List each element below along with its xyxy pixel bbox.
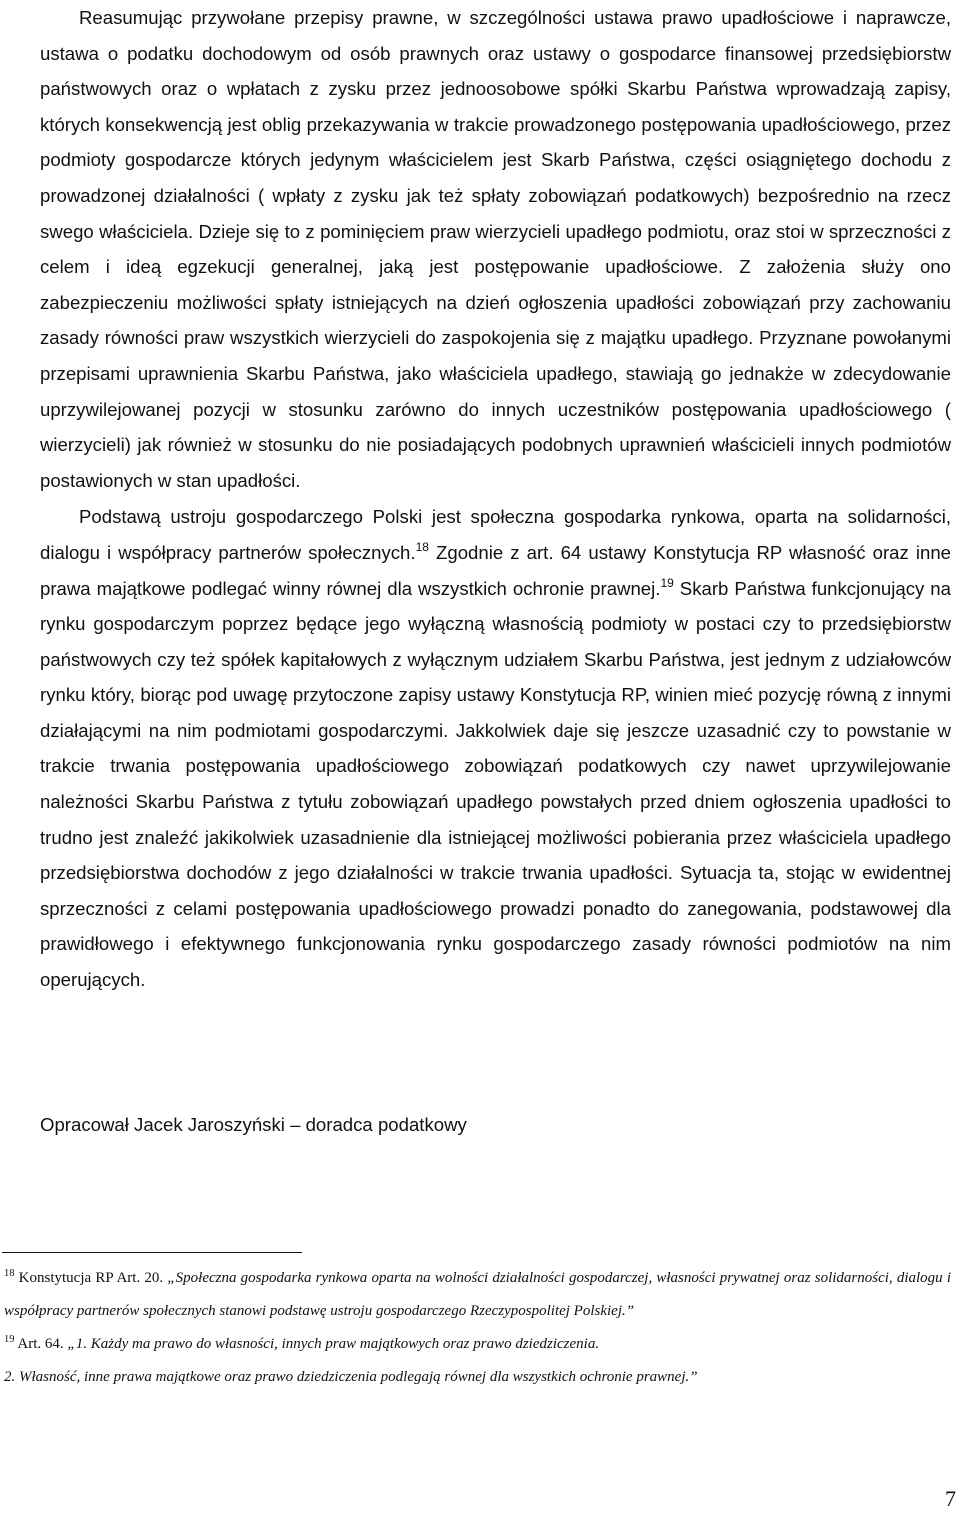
paragraph-constitution-part2: Zgodnie z art. 64 ustawy Konstytucja RP własność oraz inne prawa majątkowe podlegać winny równej dla wszystkich ochronie prawnej. — [40, 541, 951, 599]
footnote-separator — [2, 1252, 302, 1253]
footnote-19-label: Art. 64. — [14, 1336, 68, 1352]
document-body — [40, 0, 951, 998]
footnote-18-label: Konstytucja RP Art. 20. — [14, 1270, 168, 1286]
paragraph-summary: Reasumując przywołane przepisy prawne, w szczególności ustawa prawo upadłościowe i naprawcze, ustawa o podatku dochodowym od osób prawnych oraz ustawy o gospodarce finansowej przedsiębiorstw państwowych oraz o wpłatach z zysku przez jednoosobowe spółki Skarbu Państwa wprowadzają zapisy, których konsekwencją jest oblig przekazywania w trakcie prowadzonego postępowania upadłościowego, przez podmioty gospodarcze których jedynym właścicielem jest Skarb Państwa, części osiągniętego dochodu z prowadzonej działalności ( wpłaty z zysku jak też spłaty zobowiązań podatkowych) bezpośrednio na rzecz swego właściciela. Dzieje się to z pominięciem praw wierzycieli upadłego podmiotu, oraz stoi w sprzeczności z celem i ideą egzekucji generalnej, jaką jest postępowanie upadłościowe. Z założenia służy ono zabezpieczeniu możliwości spłaty istniejących na dzień ogłoszenia upadłości zobowiązań przy zachowaniu zasady równości praw wszystkich wierzycieli do zaspokojenia się z majątku upadłego. Przyznane powołanymi przepisami uprawnienia Skarbu Państwa, jako właściciela upadłego, stawiają go jednakże w zdecydowanie uprzywilejowanej pozycji w stosunku zarówno do innych uczestników postępowania upadłościowego ( wierzycieli) jak również w stosunku do nie posiadających podobnych uprawnień właścicieli innych podmiotów postawionych w stan upadłości. — [40, 7, 951, 491]
footnote-ref-19[interactable]: 19 — [660, 575, 674, 590]
footnote-ref-18[interactable]: 18 — [415, 539, 429, 554]
footnote-18-quote: „Społeczna gospodarka rynkowa oparta na wolności działalności gospodarczej, własności prywatnej oraz solidarności, dialogu i współpracy partnerów społecznych stanowi podstawę ustroju gospodarczego Rzeczypospolitej Polskiej.” — [4, 1270, 951, 1319]
footnote-19-quote-1: „1. Każdy ma prawo do własności, innych praw majątkowych oraz prawo dziedziczenia. — [67, 1336, 600, 1352]
footnotes — [4, 1262, 951, 1394]
paragraph-constitution-part1: Podstawą ustroju gospodarczego Polski jest społeczna gospodarka rynkowa, oparta na solidarności, dialogu i współpracy partnerów społecznych. — [40, 506, 951, 563]
footnote-number-18: 18 — [4, 1268, 15, 1279]
paragraph-constitution — [40, 499, 951, 997]
footnote-19-quote-2: 2. Własność, inne prawa majątkowe oraz prawo dziedziczenia podlegają równej dla wszystkich ochronie prawnej.” — [4, 1369, 698, 1385]
author-signature: Opracował Jacek Jaroszyński – doradca podatkowy — [40, 1114, 467, 1135]
footnote-number-19: 19 — [4, 1334, 15, 1345]
paragraph-constitution-part3: Skarb Państwa funkcjonujący na rynku gospodarczym poprzez będące jego wyłączną własnością podmioty w postaci czy to przedsiębiorstw państwowych czy też spółek kapitałowych z wyłącznym udziałem Skarbu Państwa, jest jednym z udziałowców rynku który, biorąc pod uwagę przytoczone zapisy ustawy Konstytucja RP, winien mieć pozycję równą z innymi działającymi na nim podmiotami gospodarczymi. Jakkolwiek daje się jeszcze uzasadnić czy to powstanie w trakcie trwania postępowania upadłościowego zobowiązań podatkowych czy nawet uprzywilejowanie należności Skarbu Państwa z tytułu zobowiązań upadłego powstałych przed dniem ogłoszenia upadłości to trudno jest znaleźć jakikolwiek uzasadnienie dla istniejącej możliwości pobierania przez właściciela upadłego przedsiębiorstwa dochodów z jego działalności w trakcie trwania upadłości. Sytuacja ta, stojąc w ewidentnej sprzeczności z celami postępowania upadłościowego prowadzi ponadto do zanegowania, podstawowej dla prawidłowego i efektywnego funkcjonowania rynku gospodarczego zasady równości podmiotów na nim operujących. — [40, 577, 951, 991]
footnote-18 — [4, 1262, 951, 1328]
page-number: 7 — [945, 1486, 956, 1511]
footnote-19 — [4, 1328, 951, 1361]
